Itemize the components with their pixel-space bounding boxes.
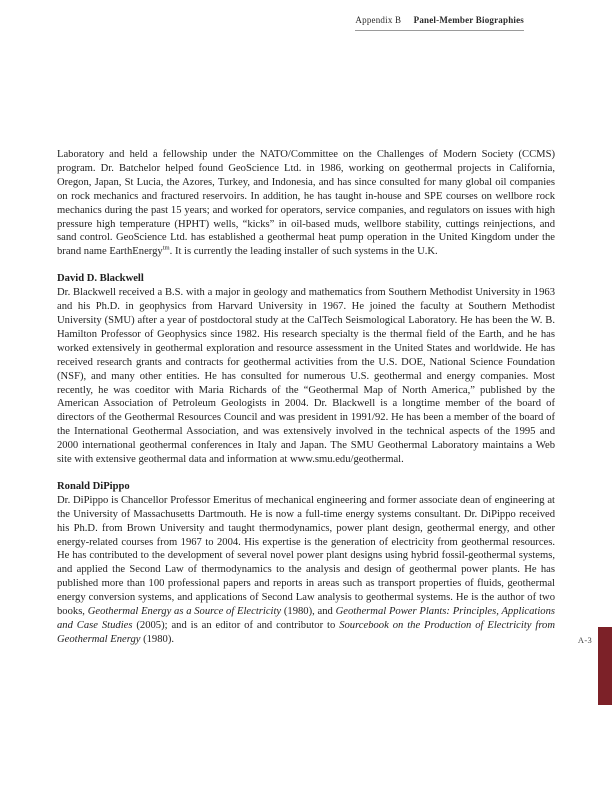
bio-heading: David D. Blackwell bbox=[57, 273, 144, 285]
page-header bbox=[355, 15, 524, 31]
bio-heading: Ronald DiPippo bbox=[57, 480, 130, 492]
header-section-title: Panel-Member Biographies bbox=[413, 15, 524, 25]
page-edge-tab bbox=[598, 627, 612, 705]
page-number: A-3 bbox=[577, 635, 592, 645]
paragraph: Laboratory and held a fellowship under the NATO/Committee on the Challenges of Modern Society (CCMS) program. Dr. Batchelor helped found GeoScience Ltd. in 1986, working on geothermal projects in California, Oregon, Japan, St Lucia, the Azores, Turkey, and Indonesia, and has since consulted for many global oil companies on rock mechanics and fractured reservoirs. In addition, he has taught in-house and SPE courses on wellbore rock mechanics during the past 15 years; and worked for operators, service companies, and regulators on issues with high pressure high temperature (HPHT) wells, “kicks” in oil-based muds, wellbore stability, cuttings reinjections, and sand control. GeoScience Ltd. has established a geothermal heat pump operation in the United Kingdom under the brand name EarthEnergy$^{tm}$. It is currently the leading installer of such systems in the U.K. bbox=[57, 149, 555, 258]
paragraph: Dr. Blackwell received a B.S. with a major in geology and mathematics from Southern Methodist University in 1963 and his Ph.D. in geophysics from Harvard University in 1967. He joined the faculty at Southern Methodist University (SMU) after a year of postdoctoral study at the CalTech Seismological Laboratory. He has been the W. B. Hamilton Professor of Geophysics since 1982. His research specialty is the thermal field of the Earth, and he has worked extensively in geothermal exploration and resource assessment in the United States and worldwide. He has received research grants and contracts for geothermal activities from the U.S. DOE, National Science Foundation (NSF), and many other entities. He has consulted for numerous U.S. geothermal and energy companies. Most recently, he was coeditor with Maria Richards of the “Geothermal Map of North America,” published by the American Association of Petroleum Geologists in 2004. Dr. Blackwell is a longtime member of the board of directors of the Geothermal Resources Council and was president in 1991/92. He has been a member of the board of the International Geothermal Association, and was extensively involved in the technical aspects of the 1995 and 2000 international geothermal conferences in Italy and Japan. The SMU Geothermal Laboratory maintains a Web site with extensive geothermal data and information at www.smu.edu/geothermal. bbox=[57, 287, 555, 466]
header-appendix-label: Appendix B bbox=[355, 15, 402, 25]
trademark-superscript: tm bbox=[162, 244, 170, 252]
paragraph: Dr. DiPippo is Chancellor Professor Emeritus of mechanical engineering and former associate dean of engineering at the University of Massachusetts Dartmouth. He is now a full-time energy systems consultant. Dr. DiPippo received his Ph.D. from Brown University and taught thermodynamics, power plant design, geothermal energy, and other energy-related courses from 1967 to 2004. His expertise is the generation of electricity from geothermal resources. He has contributed to the development of several novel power plant designs using hybrid fossil-geothermal systems, and applied the Second Law of thermodynamics to the analysis and design of geothermal power plants. He has published more than 100 professional papers and reports in areas such as transport properties of fluids, geothermal energy conversion systems, and applications of Second Law analysis to geothermal systems. He is the author of two books, Geothermal Energy as a Source of Electricity (1980), and Geothermal Power Plants: Principles, Applications and Case Studies (2005); and is an editor of and contributor to Sourcebook on the Production of Electricity from Geothermal Energy (1980). bbox=[57, 494, 556, 645]
body-content bbox=[57, 148, 555, 647]
